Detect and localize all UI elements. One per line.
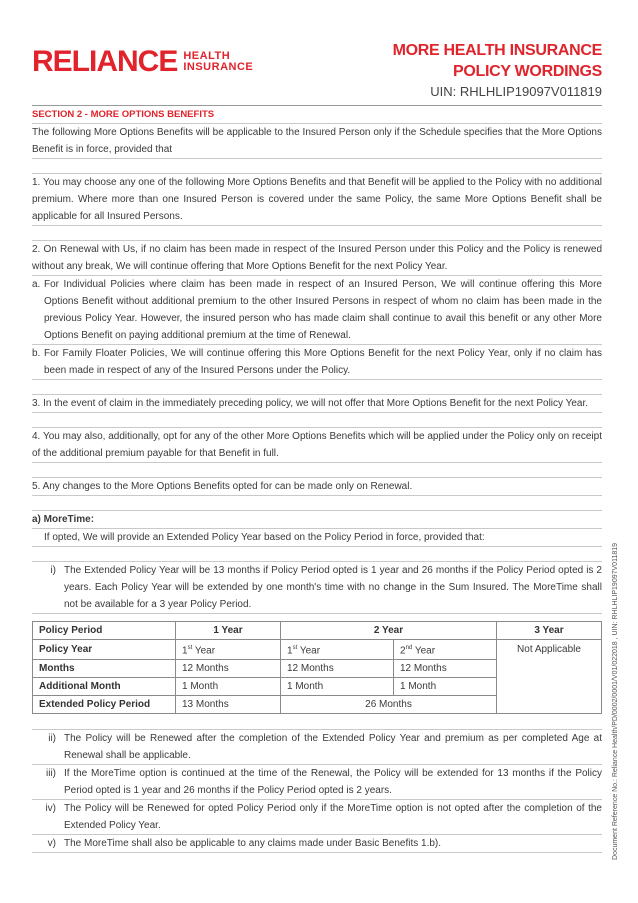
th-3-year: 3 Year xyxy=(497,622,602,640)
cell-2y-first-months: 12 Months xyxy=(281,660,394,678)
cell-2y-first-policy-year: 1st Year xyxy=(281,640,394,660)
document-body xyxy=(32,105,602,853)
moretime-heading: a) MoreTime: xyxy=(32,511,602,529)
moretime-item-i: i) The Extended Policy Year will be 13 months if Policy Period opted is 1 year and 26 months if the Policy Period opted is 2 years. Each Policy Year will be extended by one month's time with no change in the Sum Insured. The MoreTime shall not be available for a 3 year Policy Period. xyxy=(32,562,602,614)
moretime-table xyxy=(32,621,602,714)
cell-1y-additional-month: 1 Month xyxy=(176,678,281,696)
paragraph-2a: a. For Individual Policies where claim has been made in respect of an Insured Person, We will continue offering this More Options Benefit without additional premium to the other Insured Persons in respect of whom no claim has been made in the previous Policy Year. However, the insured person who has made claim shall continue to avail this benefit or any other More Options Benefit on paying additional premium at the time of Renewal. xyxy=(32,276,602,345)
paragraph-3: 3. In the event of claim in the immediately preceding policy, we will not offer that More Options Benefit for the next Policy Year. xyxy=(32,395,602,413)
moretime-item-v: v) The MoreTime shall also be applicable to any claims made under Basic Benefits 1.b). xyxy=(32,835,602,853)
uin-number: UIN: RHLHLIP19097V011819 xyxy=(430,84,602,99)
logo-subtitle: HEALTH INSURANCE xyxy=(183,50,254,73)
row-label-policy-year: Policy Year xyxy=(33,640,176,660)
cell-2y-extended-period: 26 Months xyxy=(281,696,497,714)
th-policy-period: Policy Period xyxy=(33,622,176,640)
moretime-item-iv: iv) The Policy will be Renewed for opted Policy Period only if the MoreTime option is not opted after the completion of the Extended Policy Year. xyxy=(32,800,602,835)
logo xyxy=(32,47,253,77)
paragraph-4: 4. You may also, additionally, opt for any of the other More Options Benefits which will be applied under the Policy only on receipt of the additional premium payable for that Benefit in full. xyxy=(32,428,602,463)
cell-1y-policy-year: 1st Year xyxy=(176,640,281,660)
cell-3y-not-applicable: Not Applicable xyxy=(497,640,602,714)
row-label-extended-policy-period: Extended Policy Period xyxy=(33,696,176,714)
title-line-1: MORE HEALTH INSURANCE xyxy=(392,42,602,59)
moretime-item-ii: ii) The Policy will be Renewed after the completion of the Extended Policy Year and premium as per completed Age at Renewal shall be applicable. xyxy=(32,730,602,765)
row-label-months: Months xyxy=(33,660,176,678)
cell-2y-second-policy-year: 2nd Year xyxy=(394,640,497,660)
th-2-year: 2 Year xyxy=(281,622,497,640)
title-line-2: POLICY WORDINGS xyxy=(453,63,602,80)
logo-wordmark: RELIANCE xyxy=(32,45,178,78)
cell-2y-second-months: 12 Months xyxy=(394,660,497,678)
section-intro: The following More Options Benefits will be applicable to the Insured Person only if the Schedule specifies that the More Options Benefit is in force, provided that xyxy=(32,124,602,159)
moretime-intro: If opted, We will provide an Extended Policy Year based on the Policy Period in force, provided that: xyxy=(32,529,602,547)
section-heading: SECTION 2 - MORE OPTIONS BENEFITS xyxy=(32,106,602,124)
document-title xyxy=(393,40,602,102)
paragraph-5: 5. Any changes to the More Options Benefits opted for can be made only on Renewal. xyxy=(32,478,602,496)
document-reference-number: Document Reference No.: Reliance Health/PD/0002/0001/V01/022018 , UIN: RHLHLIP19097V011819 xyxy=(612,542,619,860)
th-1-year: 1 Year xyxy=(176,622,281,640)
moretime-item-iii: iii) If the MoreTime option is continued at the time of the Renewal, the Policy will be extended for 13 months if the Policy Period opted is 1 year and 26 months if the Policy Period opted is 2 years. xyxy=(32,765,602,800)
cell-2y-second-additional-month: 1 Month xyxy=(394,678,497,696)
row-label-additional-month: Additional Month xyxy=(33,678,176,696)
cell-2y-first-additional-month: 1 Month xyxy=(281,678,394,696)
paragraph-1: 1. You may choose any one of the following More Options Benefits and that Benefit will be applied to the Policy with no additional premium. Where more than one Insured Person is covered under the same Policy, the same More Options Benefit shall be applicable for all Insured Persons. xyxy=(32,174,602,226)
cell-1y-months: 12 Months xyxy=(176,660,281,678)
paragraph-2: 2. On Renewal with Us, if no claim has been made in respect of the Insured Person under this Policy and the Policy is renewed without any break, We will continue offering that More Options Benefit for the next Policy Year. xyxy=(32,241,602,276)
cell-1y-extended-period: 13 Months xyxy=(176,696,281,714)
paragraph-2b: b. For Family Floater Policies, We will continue offering this More Options Benefit for the next Policy Year, only if no claim has been made in respect of any of the Insured Persons under the Policy. xyxy=(32,345,602,380)
